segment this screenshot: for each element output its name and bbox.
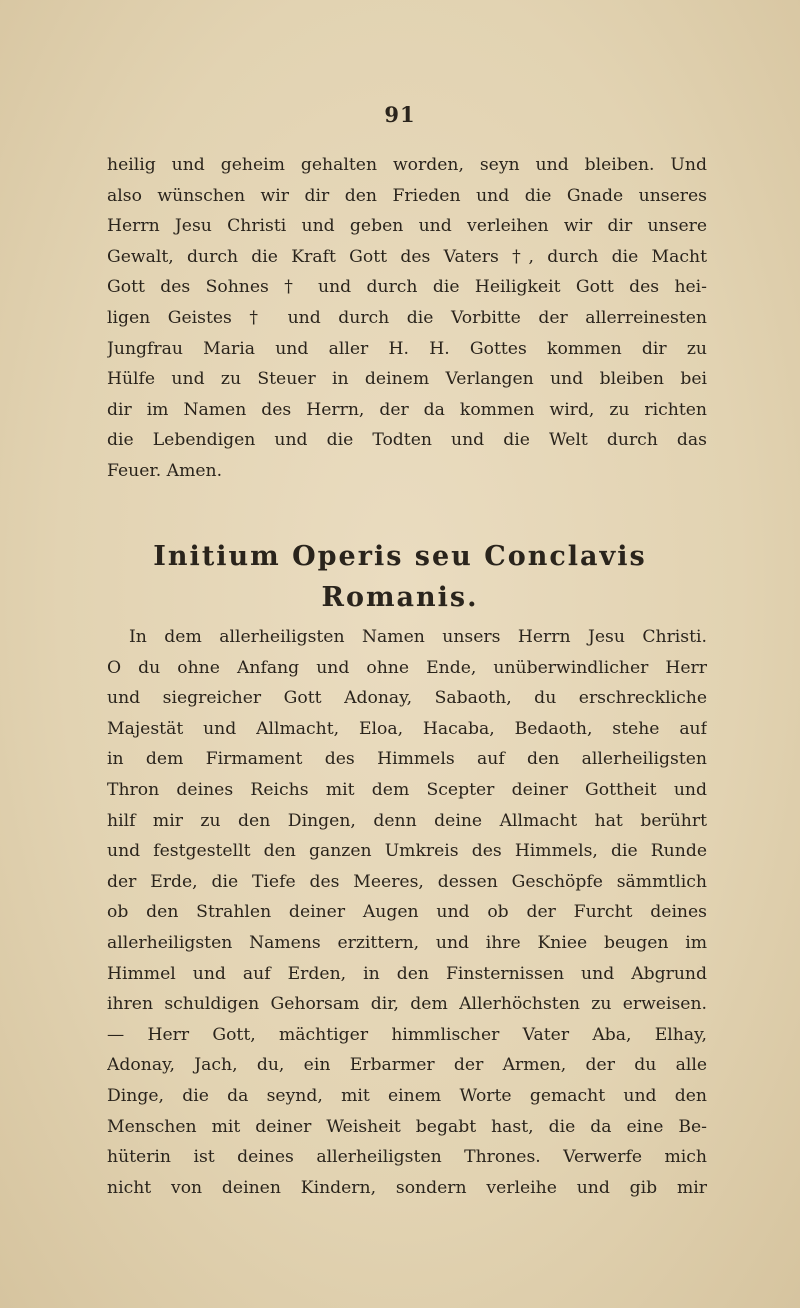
text-line: dir im Namen des Herrn, der da kommen wird, zu richten — [107, 399, 707, 420]
text-line: der Erde, die Tiefe des Meeres, dessen Geschöpfe sämmtlich — [107, 871, 707, 892]
text-line: nicht von deinen Kindern, sondern verleihe und gib mir — [107, 1177, 707, 1198]
section-heading — [0, 536, 800, 618]
text-line: also wünschen wir dir den Frieden und die Gnade unseres — [107, 185, 707, 206]
text-line: — Herr Gott, mächtiger himmlischer Vater Aba, Elhay, — [107, 1024, 707, 1045]
text-line: allerheiligsten Namens erzittern, und ihre Kniee beugen im — [107, 932, 707, 953]
text-line: hüterin ist deines allerheiligsten Thrones. Verwerfe mich — [107, 1147, 707, 1168]
text-line: Thron deines Reichs mit dem Scepter deiner Gottheit und — [107, 779, 707, 800]
text-line: Gott des Sohnes † und durch die Heiligkeit Gott des hei- — [107, 277, 707, 298]
heading-line-1: Initium Operis seu Conclavis — [153, 541, 647, 572]
text-line: Menschen mit deiner Weisheit begabt hast, die da eine Be- — [107, 1116, 707, 1137]
paragraph-blessing — [107, 150, 707, 487]
text-line: Jungfrau Maria und aller H. H. Gottes kommen dir zu — [107, 338, 707, 359]
text-line: Dinge, die da seynd, mit einem Worte gemacht und den — [107, 1085, 707, 1106]
text-line: und festgestellt den ganzen Umkreis des Himmels, die Runde — [107, 841, 707, 862]
page-number: 91 — [384, 102, 416, 127]
text-line: ihren schuldigen Gehorsam dir, dem Allerhöchsten zu erweisen. — [107, 994, 707, 1015]
text-line: Adonay, Jach, du, ein Erbarmer der Armen, der du alle — [107, 1055, 707, 1076]
text-line: ob den Strahlen deiner Augen und ob der Furcht deines — [107, 902, 707, 923]
text-line: und siegreicher Gott Adonay, Sabaoth, du erschreckliche — [107, 688, 707, 709]
text-line: Hülfe und zu Steuer in deinem Verlangen und bleiben bei — [107, 369, 707, 390]
text-line: die Lebendigen und die Todten und die Welt durch das — [107, 430, 707, 451]
text-line: Feuer. Amen. — [107, 460, 223, 481]
text-line: in dem Firmament des Himmels auf den allerheiligsten — [107, 749, 707, 770]
text-line: Majestät und Allmacht, Eloa, Hacaba, Bedaoth, stehe auf — [107, 718, 707, 739]
text-line: ligen Geistes † und durch die Vorbitte der allerreinesten — [107, 307, 707, 328]
heading-line-2: Romanis. — [321, 582, 479, 613]
text-line: In dem allerheiligsten Namen unsers Herrn Jesu Christi. — [129, 627, 707, 647]
text-line: heilig und geheim gehalten worden, seyn und bleiben. Und — [107, 155, 707, 175]
text-line: hilf mir zu den Dingen, denn deine Allmacht hat berührt — [107, 810, 707, 831]
text-line: Gewalt, durch die Kraft Gott des Vaters †, durch die Macht — [107, 246, 707, 267]
text-line: O du ohne Anfang und ohne Ende, unüberwindlicher Herr — [107, 657, 707, 678]
paragraph-invocation — [107, 622, 707, 1203]
text-line: Herrn Jesu Christi und geben und verleihen wir dir unsere — [107, 216, 707, 237]
text-line: Himmel und auf Erden, in den Finsternissen und Abgrund — [107, 963, 707, 984]
